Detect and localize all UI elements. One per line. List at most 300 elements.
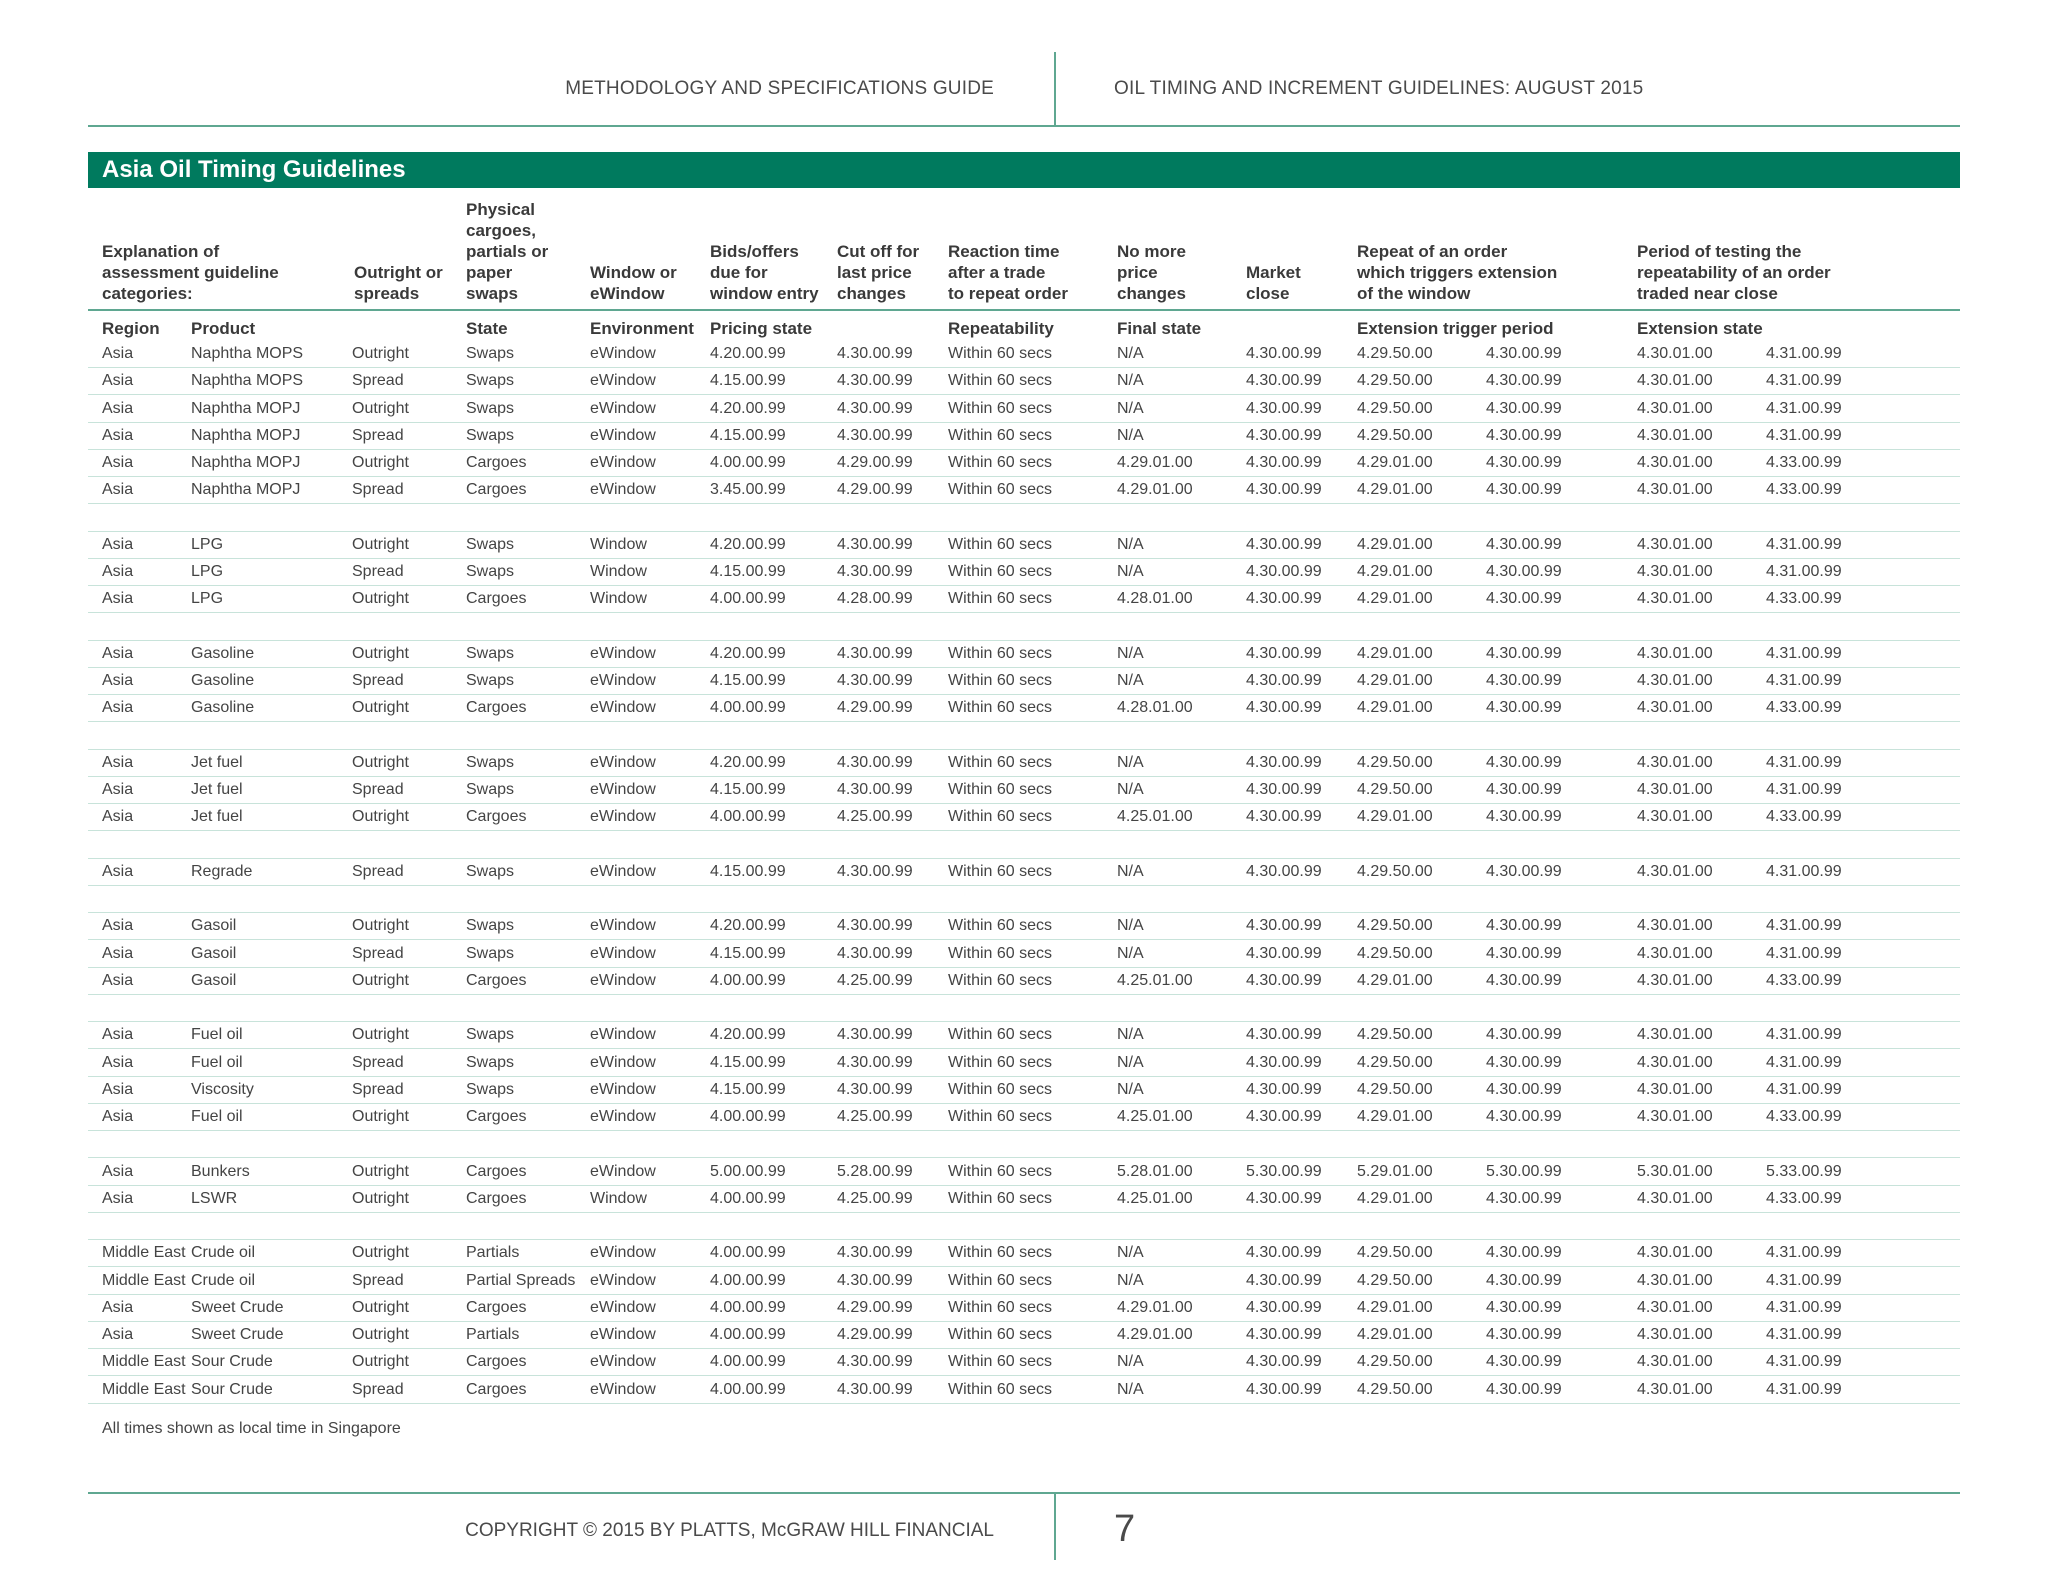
cell-bids-due: 4.20.00.99: [710, 399, 786, 417]
cell-extension-start: 4.30.01.00: [1637, 917, 1713, 935]
cell-trigger-start: 4.29.50.00: [1357, 345, 1433, 362]
cell-cutoff: 4.30.00.99: [837, 862, 913, 880]
cell-extension-end: 4.31.00.99: [1766, 345, 1842, 362]
cell-extension-end: 4.33.00.99: [1766, 971, 1842, 989]
cell-state: Swaps: [466, 644, 515, 662]
cell-final-state: N/A: [1117, 644, 1144, 662]
cell-trigger-end: 4.30.00.99: [1486, 399, 1562, 417]
cell-cutoff: 4.29.00.99: [837, 699, 913, 717]
cell-market-close: 4.30.00.99: [1246, 590, 1322, 608]
colhead-explanation: Explanation of assessment guideline categories:: [102, 242, 279, 303]
cell-final-state: 4.29.01.00: [1117, 1298, 1193, 1316]
header-rule-table: [88, 309, 1960, 311]
cell-trigger-end: 4.30.00.99: [1486, 644, 1562, 662]
cell-state: Swaps: [466, 535, 515, 553]
cell-outright-spread: Spread: [352, 372, 404, 390]
cell-final-state: N/A: [1117, 1380, 1144, 1398]
cell-outright-spread: Spread: [352, 781, 404, 798]
cell-outright-spread: Outright: [352, 1108, 409, 1125]
table-row: [88, 1268, 1960, 1295]
cell-bids-due: 4.00.00.99: [710, 1271, 786, 1289]
cell-extension-end: 4.31.00.99: [1766, 563, 1842, 580]
cell-market-close: 4.30.00.99: [1246, 808, 1322, 826]
cell-outright-spread: Outright: [352, 699, 409, 717]
cell-market-close: 4.30.00.99: [1246, 1353, 1322, 1371]
cell-state: Partials: [466, 1326, 520, 1343]
cell-reaction-time: Within 60 secs: [948, 372, 1053, 390]
cell-reaction-time: Within 60 secs: [948, 345, 1053, 362]
cell-product: Sour Crude: [191, 1380, 273, 1398]
cell-extension-start: 5.30.01.00: [1637, 1162, 1713, 1180]
cell-extension-end: 4.33.00.99: [1766, 1189, 1842, 1207]
cell-outright-spread: Outright: [352, 1326, 409, 1343]
cell-state: Swaps: [466, 563, 515, 580]
cell-bids-due: 4.15.00.99: [710, 944, 786, 962]
cell-cutoff: 4.25.00.99: [837, 1189, 913, 1207]
cell-region: Asia: [102, 781, 134, 798]
cell-reaction-time: Within 60 secs: [948, 1380, 1053, 1398]
cell-market-close: 4.30.00.99: [1246, 1026, 1322, 1044]
cell-cutoff: 4.30.00.99: [837, 372, 913, 390]
table-row: [88, 859, 1960, 886]
cell-extension-end: 4.31.00.99: [1766, 753, 1842, 771]
cell-region: Asia: [102, 1053, 134, 1071]
table-row: [88, 368, 1960, 395]
cell-reaction-time: Within 60 secs: [948, 781, 1053, 798]
cell-market-close: 4.30.00.99: [1246, 862, 1322, 880]
cell-trigger-start: 4.29.50.00: [1357, 372, 1433, 390]
cell-trigger-end: 4.30.00.99: [1486, 563, 1562, 580]
cell-bids-due: 4.00.00.99: [710, 590, 786, 608]
cell-bids-due: 4.20.00.99: [710, 345, 786, 362]
cell-outright-spread: Spread: [352, 426, 404, 444]
cell-environment: eWindow: [590, 862, 656, 880]
cell-region: Asia: [102, 481, 134, 499]
cell-outright-spread: Outright: [352, 1244, 409, 1262]
cell-reaction-time: Within 60 secs: [948, 753, 1053, 771]
cell-final-state: 4.25.01.00: [1117, 971, 1193, 989]
cell-reaction-time: Within 60 secs: [948, 1244, 1053, 1262]
cell-extension-start: 4.30.01.00: [1637, 426, 1713, 444]
cell-outright-spread: Outright: [352, 1353, 409, 1371]
cell-state: Swaps: [466, 753, 515, 771]
cell-cutoff: 4.30.00.99: [837, 753, 913, 771]
cell-state: Swaps: [466, 781, 515, 798]
cell-final-state: N/A: [1117, 399, 1144, 417]
cell-cutoff: 4.30.00.99: [837, 563, 913, 580]
table-row: [88, 1240, 1960, 1267]
cell-final-state: N/A: [1117, 1353, 1144, 1371]
cell-extension-end: 4.31.00.99: [1766, 781, 1842, 798]
cell-bids-due: 3.45.00.99: [710, 481, 786, 499]
table-row: [88, 913, 1960, 940]
cell-region: Asia: [102, 1162, 134, 1180]
cell-region: Asia: [102, 399, 134, 417]
cell-reaction-time: Within 60 secs: [948, 454, 1053, 471]
cell-final-state: 4.29.01.00: [1117, 1326, 1193, 1343]
cell-product: Gasoil: [191, 944, 237, 962]
cell-bids-due: 4.15.00.99: [710, 672, 786, 689]
subhead-extension-state: Extension state: [1637, 319, 1763, 338]
cell-market-close: 4.30.00.99: [1246, 753, 1322, 771]
cell-extension-end: 4.31.00.99: [1766, 1298, 1842, 1316]
table-row: [88, 450, 1960, 477]
cell-region: Middle East: [102, 1244, 186, 1262]
cell-trigger-start: 4.29.50.00: [1357, 399, 1433, 417]
cell-market-close: 4.30.00.99: [1246, 917, 1322, 935]
cell-extension-start: 4.30.01.00: [1637, 971, 1713, 989]
cell-final-state: N/A: [1117, 781, 1144, 798]
header-document-title: OIL TIMING AND INCREMENT GUIDELINES: AUGUST 2015: [1114, 78, 1644, 99]
cell-environment: eWindow: [590, 917, 656, 935]
cell-trigger-start: 4.29.01.00: [1357, 1326, 1433, 1343]
cell-market-close: 4.30.00.99: [1246, 1298, 1322, 1316]
cell-outright-spread: Spread: [352, 1380, 404, 1398]
cell-trigger-start: 4.29.50.00: [1357, 1271, 1433, 1289]
cell-trigger-end: 4.30.00.99: [1486, 1353, 1562, 1371]
cell-product: Fuel oil: [191, 1108, 243, 1125]
cell-trigger-start: 4.29.50.00: [1357, 1026, 1433, 1044]
cell-region: Asia: [102, 345, 134, 362]
cell-outright-spread: Spread: [352, 481, 404, 499]
cell-final-state: N/A: [1117, 1026, 1144, 1044]
cell-final-state: N/A: [1117, 563, 1144, 580]
cell-trigger-end: 4.30.00.99: [1486, 862, 1562, 880]
cell-bids-due: 4.00.00.99: [710, 1353, 786, 1371]
table-row: [88, 941, 1960, 968]
cell-trigger-start: 4.29.50.00: [1357, 1353, 1433, 1371]
cell-state: Partial Spreads: [466, 1271, 576, 1289]
cell-trigger-end: 4.30.00.99: [1486, 454, 1562, 471]
cell-bids-due: 4.15.00.99: [710, 1053, 786, 1071]
cell-product: Naphtha MOPJ: [191, 399, 301, 417]
table-spacer-row: [88, 723, 1960, 750]
cell-bids-due: 4.00.00.99: [710, 1189, 786, 1207]
cell-outright-spread: Outright: [352, 1162, 409, 1180]
cell-trigger-start: 4.29.50.00: [1357, 1080, 1433, 1098]
cell-trigger-start: 4.29.01.00: [1357, 808, 1433, 826]
cell-outright-spread: Outright: [352, 399, 409, 417]
cell-product: Naphtha MOPS: [191, 372, 304, 390]
colhead-physical: Physical cargoes, partials or paper swaps: [466, 200, 549, 303]
cell-market-close: 4.30.00.99: [1246, 1080, 1322, 1098]
cell-bids-due: 4.20.00.99: [710, 753, 786, 771]
cell-market-close: 4.30.00.99: [1246, 699, 1322, 717]
cell-environment: eWindow: [590, 672, 656, 689]
cell-trigger-end: 4.30.00.99: [1486, 1380, 1562, 1398]
cell-region: Middle East: [102, 1271, 186, 1289]
cell-bids-due: 4.20.00.99: [710, 644, 786, 662]
cell-state: Cargoes: [466, 481, 527, 499]
cell-cutoff: 4.29.00.99: [837, 1326, 913, 1343]
cell-environment: Window: [590, 563, 647, 580]
cell-extension-end: 4.31.00.99: [1766, 1271, 1842, 1289]
cell-environment: eWindow: [590, 1026, 656, 1044]
cell-reaction-time: Within 60 secs: [948, 1080, 1053, 1098]
cell-trigger-start: 4.29.50.00: [1357, 781, 1433, 798]
subhead-environment: Environment: [590, 319, 694, 338]
cell-trigger-start: 4.29.01.00: [1357, 971, 1433, 989]
cell-trigger-start: 5.29.01.00: [1357, 1162, 1433, 1180]
cell-extension-start: 4.30.01.00: [1637, 372, 1713, 390]
cell-environment: eWindow: [590, 753, 656, 771]
cell-cutoff: 4.30.00.99: [837, 1244, 913, 1262]
cell-final-state: N/A: [1117, 944, 1144, 962]
table-spacer-row: [88, 995, 1960, 1022]
cell-product: Naphtha MOPS: [191, 345, 304, 362]
cell-extension-start: 4.30.01.00: [1637, 1326, 1713, 1343]
cell-reaction-time: Within 60 secs: [948, 1326, 1053, 1343]
cell-bids-due: 4.15.00.99: [710, 563, 786, 580]
cell-product: LPG: [191, 563, 224, 580]
cell-trigger-end: 4.30.00.99: [1486, 753, 1562, 771]
colhead-cutoff: Cut off for last price changes: [837, 242, 920, 303]
cell-environment: eWindow: [590, 1080, 656, 1098]
cell-outright-spread: Spread: [352, 672, 404, 689]
cell-outright-spread: Spread: [352, 1271, 404, 1289]
cell-bids-due: 4.00.00.99: [710, 699, 786, 717]
cell-region: Asia: [102, 644, 134, 662]
table-row: [88, 396, 1960, 423]
cell-extension-start: 4.30.01.00: [1637, 1271, 1713, 1289]
subhead-region: Region: [102, 319, 160, 338]
cell-market-close: 4.30.00.99: [1246, 535, 1322, 553]
cell-reaction-time: Within 60 secs: [948, 1298, 1053, 1316]
cell-trigger-end: 4.30.00.99: [1486, 1108, 1562, 1125]
cell-region: Asia: [102, 454, 134, 471]
cell-bids-due: 4.15.00.99: [710, 781, 786, 798]
subhead-product: Product: [191, 319, 256, 338]
cell-extension-start: 4.30.01.00: [1637, 481, 1713, 499]
colhead-market: Market close: [1246, 263, 1301, 303]
cell-region: Asia: [102, 753, 134, 771]
cell-extension-start: 4.30.01.00: [1637, 944, 1713, 962]
cell-reaction-time: Within 60 secs: [948, 535, 1053, 553]
cell-product: Crude oil: [191, 1244, 256, 1262]
cell-region: Asia: [102, 672, 134, 689]
cell-product: Gasoil: [191, 971, 237, 989]
cell-region: Asia: [102, 862, 134, 880]
cell-state: Cargoes: [466, 454, 527, 471]
cell-reaction-time: Within 60 secs: [948, 862, 1053, 880]
cell-cutoff: 4.30.00.99: [837, 1026, 913, 1044]
cell-cutoff: 4.29.00.99: [837, 454, 913, 471]
cell-cutoff: 4.30.00.99: [837, 644, 913, 662]
cell-state: Swaps: [466, 672, 515, 689]
cell-reaction-time: Within 60 secs: [948, 1162, 1053, 1180]
cell-environment: eWindow: [590, 399, 656, 417]
cell-reaction-time: Within 60 secs: [948, 563, 1053, 580]
cell-environment: eWindow: [590, 944, 656, 962]
cell-bids-due: 4.00.00.99: [710, 1108, 786, 1125]
cell-bids-due: 4.00.00.99: [710, 808, 786, 826]
cell-cutoff: 4.25.00.99: [837, 971, 913, 989]
cell-final-state: 4.29.01.00: [1117, 454, 1193, 471]
cell-product: Fuel oil: [191, 1026, 243, 1044]
cell-trigger-start: 4.29.01.00: [1357, 1189, 1433, 1207]
cell-extension-end: 4.31.00.99: [1766, 535, 1842, 553]
cell-outright-spread: Outright: [352, 454, 409, 471]
cell-trigger-end: 4.30.00.99: [1486, 971, 1562, 989]
cell-extension-start: 4.30.01.00: [1637, 644, 1713, 662]
table-row: [88, 477, 1960, 504]
cell-extension-end: 4.33.00.99: [1766, 481, 1842, 499]
cell-state: Swaps: [466, 426, 515, 444]
cell-cutoff: 4.30.00.99: [837, 1080, 913, 1098]
cell-cutoff: 4.30.00.99: [837, 345, 913, 362]
cell-outright-spread: Outright: [352, 808, 409, 826]
cell-cutoff: 4.30.00.99: [837, 399, 913, 417]
cell-state: Cargoes: [466, 1298, 527, 1316]
cell-final-state: 4.25.01.00: [1117, 808, 1193, 826]
table-row: [88, 423, 1960, 450]
cell-state: Cargoes: [466, 808, 527, 826]
cell-market-close: 4.30.00.99: [1246, 399, 1322, 417]
cell-reaction-time: Within 60 secs: [948, 971, 1053, 989]
cell-trigger-start: 4.29.01.00: [1357, 590, 1433, 608]
cell-region: Middle East: [102, 1353, 186, 1371]
cell-trigger-end: 4.30.00.99: [1486, 1026, 1562, 1044]
cell-reaction-time: Within 60 secs: [948, 699, 1053, 717]
cell-trigger-end: 5.30.00.99: [1486, 1162, 1562, 1180]
cell-cutoff: 4.30.00.99: [837, 781, 913, 798]
table-row: [88, 1322, 1960, 1349]
cell-reaction-time: Within 60 secs: [948, 1189, 1053, 1207]
cell-product: Jet fuel: [191, 753, 243, 771]
cell-final-state: N/A: [1117, 862, 1144, 880]
cell-extension-start: 4.30.01.00: [1637, 535, 1713, 553]
table-row: [88, 1186, 1960, 1213]
cell-outright-spread: Outright: [352, 345, 409, 362]
cell-market-close: 4.30.00.99: [1246, 944, 1322, 962]
cell-region: Asia: [102, 1026, 134, 1044]
cell-state: Swaps: [466, 372, 515, 390]
cell-extension-end: 4.33.00.99: [1766, 808, 1842, 826]
cell-cutoff: 4.29.00.99: [837, 1298, 913, 1316]
cell-trigger-start: 4.29.01.00: [1357, 1108, 1433, 1125]
footer-copyright: COPYRIGHT © 2015 BY PLATTS, McGRAW HILL FINANCIAL: [465, 1520, 994, 1541]
cell-outright-spread: Outright: [352, 644, 409, 662]
cell-trigger-start: 4.29.50.00: [1357, 753, 1433, 771]
cell-state: Swaps: [466, 399, 515, 417]
cell-product: Regrade: [191, 862, 253, 880]
cell-cutoff: 4.30.00.99: [837, 426, 913, 444]
cell-product: Bunkers: [191, 1162, 250, 1180]
cell-environment: eWindow: [590, 808, 656, 826]
cell-final-state: 4.28.01.00: [1117, 699, 1193, 717]
table-row: [88, 777, 1960, 804]
cell-state: Cargoes: [466, 590, 527, 608]
cell-bids-due: 4.00.00.99: [710, 1380, 786, 1398]
table-row: [88, 750, 1960, 777]
table-spacer-row: [88, 505, 1960, 532]
cell-final-state: N/A: [1117, 672, 1144, 689]
cell-state: Swaps: [466, 862, 515, 880]
cell-final-state: N/A: [1117, 1080, 1144, 1098]
cell-state: Swaps: [466, 1026, 515, 1044]
cell-final-state: N/A: [1117, 917, 1144, 935]
cell-trigger-start: 4.29.50.00: [1357, 917, 1433, 935]
cell-market-close: 4.30.00.99: [1246, 672, 1322, 689]
cell-cutoff: 5.28.00.99: [837, 1162, 913, 1180]
cell-trigger-start: 4.29.01.00: [1357, 481, 1433, 499]
cell-trigger-end: 4.30.00.99: [1486, 1326, 1562, 1343]
table-row: [88, 968, 1960, 995]
cell-final-state: 4.25.01.00: [1117, 1108, 1193, 1125]
cell-market-close: 4.30.00.99: [1246, 481, 1322, 499]
cell-outright-spread: Outright: [352, 1298, 409, 1316]
cell-final-state: N/A: [1117, 1271, 1144, 1289]
table-spacer-row: [88, 886, 1960, 913]
cell-environment: eWindow: [590, 345, 656, 362]
cell-market-close: 4.30.00.99: [1246, 426, 1322, 444]
table-row: [88, 559, 1960, 586]
table-row: [88, 804, 1960, 831]
cell-product: Naphtha MOPJ: [191, 454, 301, 471]
table-row: [88, 1159, 1960, 1186]
cell-trigger-end: 4.30.00.99: [1486, 1189, 1562, 1207]
cell-product: Sweet Crude: [191, 1326, 284, 1343]
cell-extension-end: 4.31.00.99: [1766, 1380, 1842, 1398]
colhead-nomore: No more price changes: [1117, 242, 1186, 303]
table-spacer-row: [88, 1131, 1960, 1158]
cell-bids-due: 4.20.00.99: [710, 535, 786, 553]
cell-environment: eWindow: [590, 1053, 656, 1071]
table-row: [88, 695, 1960, 722]
cell-trigger-start: 4.29.50.00: [1357, 426, 1433, 444]
cell-product: Gasoline: [191, 672, 255, 689]
colhead-bids: Bids/offers due for window entry: [710, 242, 819, 303]
cell-outright-spread: Outright: [352, 535, 409, 553]
cell-region: Asia: [102, 944, 134, 962]
cell-state: Cargoes: [466, 1353, 527, 1371]
cell-region: Asia: [102, 699, 134, 717]
cell-market-close: 4.30.00.99: [1246, 563, 1322, 580]
cell-cutoff: 4.30.00.99: [837, 944, 913, 962]
cell-extension-start: 4.30.01.00: [1637, 672, 1713, 689]
cell-extension-start: 4.30.01.00: [1637, 781, 1713, 798]
cell-extension-end: 4.31.00.99: [1766, 644, 1842, 662]
cell-outright-spread: Outright: [352, 917, 409, 935]
cell-cutoff: 4.30.00.99: [837, 535, 913, 553]
cell-final-state: 4.25.01.00: [1117, 1189, 1193, 1207]
cell-extension-end: 4.31.00.99: [1766, 1244, 1842, 1262]
cell-trigger-end: 4.30.00.99: [1486, 345, 1562, 362]
cell-outright-spread: Outright: [352, 1189, 409, 1207]
cell-bids-due: 4.20.00.99: [710, 1026, 786, 1044]
colhead-period: Period of testing the repeatability of an order traded near close: [1637, 242, 1831, 303]
cell-region: Asia: [102, 1326, 134, 1343]
cell-environment: Window: [590, 1189, 647, 1207]
cell-final-state: 4.29.01.00: [1117, 481, 1193, 499]
cell-bids-due: 4.00.00.99: [710, 1298, 786, 1316]
cell-final-state: N/A: [1117, 426, 1144, 444]
cell-outright-spread: Outright: [352, 753, 409, 771]
cell-region: Asia: [102, 1189, 134, 1207]
table-row: [88, 1050, 1960, 1077]
cell-state: Cargoes: [466, 1189, 527, 1207]
header-divider: [1054, 52, 1056, 126]
subhead-pricing-state: Pricing state: [710, 319, 813, 338]
cell-trigger-start: 4.29.50.00: [1357, 1380, 1433, 1398]
table-row: [88, 1295, 1960, 1322]
cell-final-state: N/A: [1117, 1244, 1144, 1262]
cell-market-close: 4.30.00.99: [1246, 1053, 1322, 1071]
cell-state: Swaps: [466, 1080, 515, 1098]
cell-extension-start: 4.30.01.00: [1637, 1026, 1713, 1044]
cell-environment: eWindow: [590, 1108, 656, 1125]
cell-product: Jet fuel: [191, 808, 243, 826]
